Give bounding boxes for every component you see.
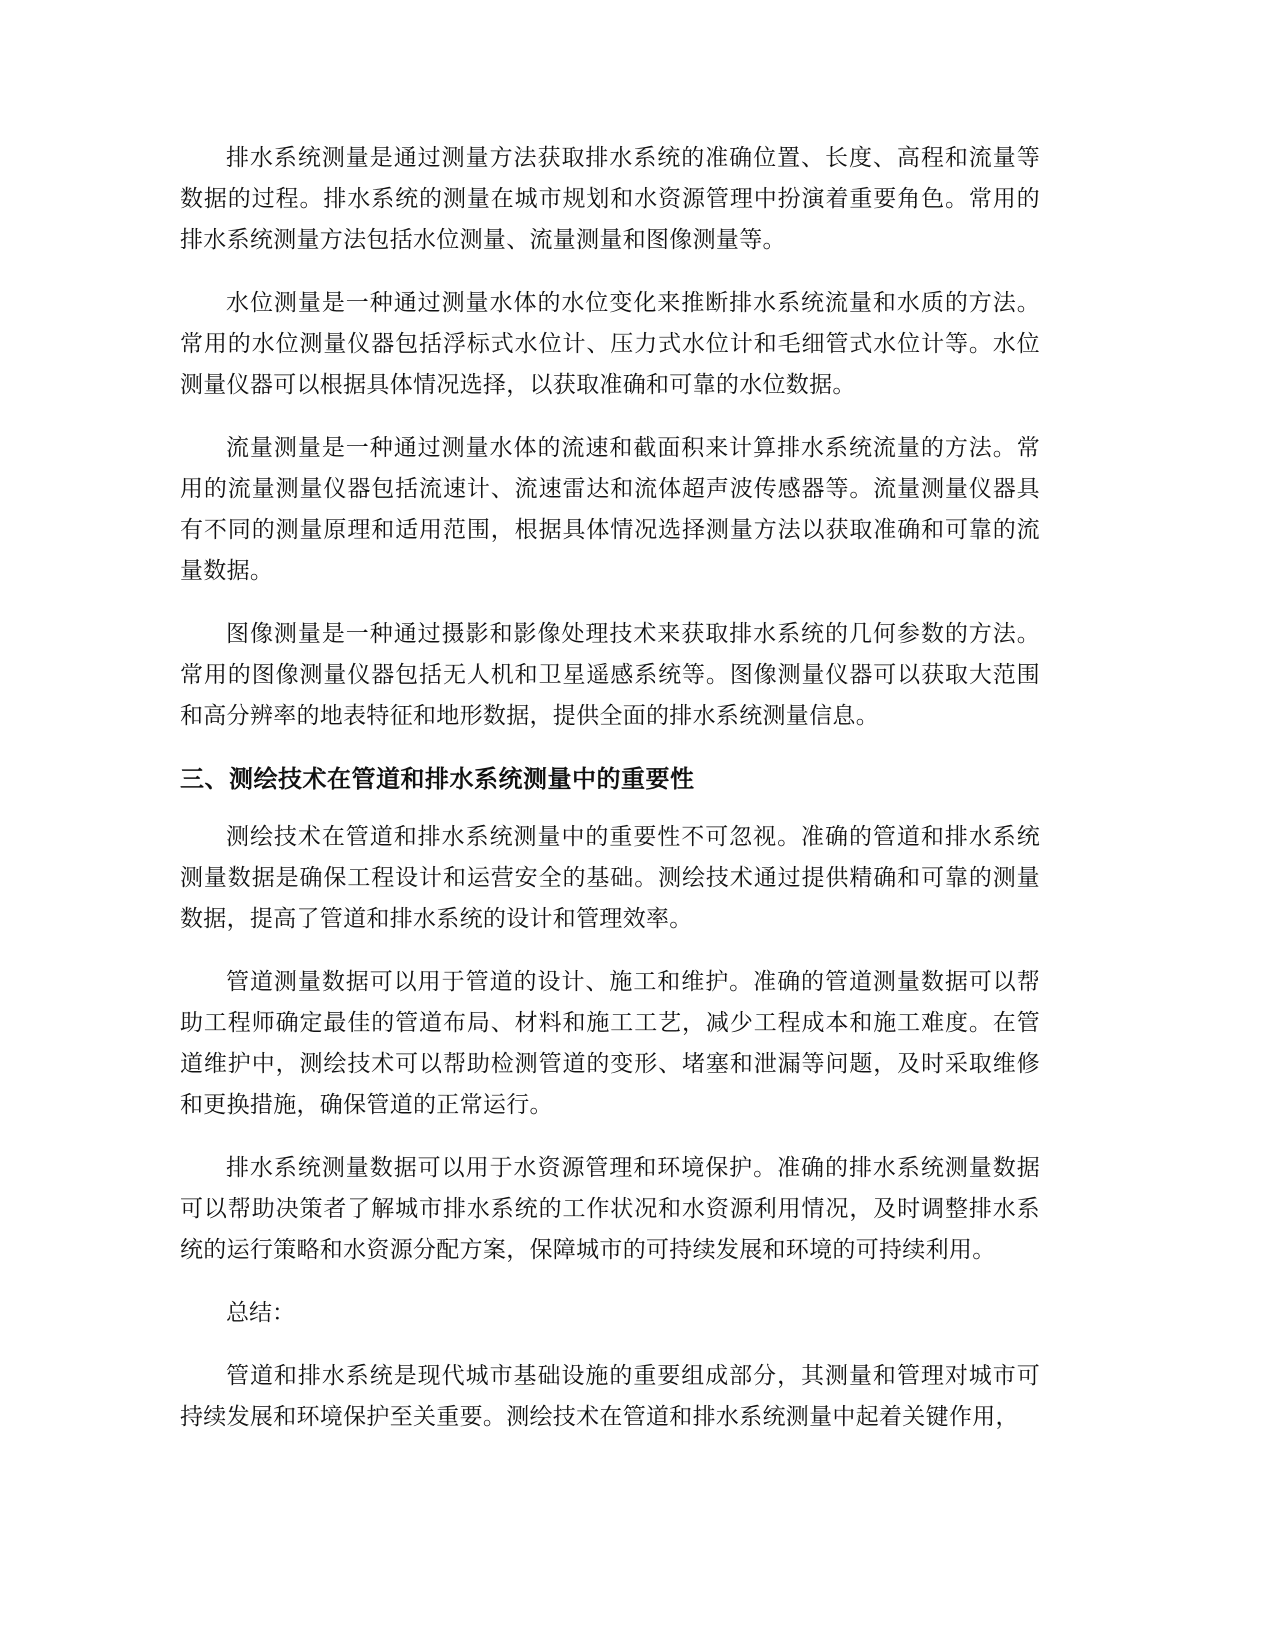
summary-label: 总结：: [226, 1300, 295, 1326]
summary-paragraph: 管道和排水系统是现代城市基础设施的重要组成部分，其测量和管理对城市可持续发展和环境保护至关重要。测绘技术在管道和排水系统测量中起着关键作用，: [180, 1363, 1040, 1430]
paragraph-flow-measurement: 流量测量是一种通过测量水体的流速和截面积来计算排水系统流量的方法。常用的流量测量仪器包括流速计、流速雷达和流体超声波传感器等。流量测量仪器具有不同的测量原理和适用范围，根据具体情况选择测量方法以获取准确和可靠的流量数据。: [180, 435, 1040, 584]
section-heading: 三、测绘技术在管道和排水系统测量中的重要性: [180, 765, 695, 793]
paragraph-pipeline-data-use: 管道测量数据可以用于管道的设计、施工和维护。准确的管道测量数据可以帮助工程师确定最佳的管道布局、材料和施工工艺，减少工程成本和施工难度。在管道维护中，测绘技术可以帮助检测管道的变形、堵塞和泄漏等问题，及时采取维修和更换措施，确保管道的正常运行。: [180, 969, 1040, 1118]
paragraph-importance: 测绘技术在管道和排水系统测量中的重要性不可忽视。准确的管道和排水系统测量数据是确保工程设计和运营安全的基础。测绘技术通过提供精确和可靠的测量数据，提高了管道和排水系统的设计和管理效率。: [180, 824, 1040, 932]
paragraph-drainage-survey-intro: 排水系统测量是通过测量方法获取排水系统的准确位置、长度、高程和流量等数据的过程。排水系统的测量在城市规划和水资源管理中扮演着重要角色。常用的排水系统测量方法包括水位测量、流量测量和图像测量等。: [180, 145, 1040, 253]
paragraph-water-level-measurement: 水位测量是一种通过测量水体的水位变化来推断排水系统流量和水质的方法。常用的水位测量仪器包括浮标式水位计、压力式水位计和毛细管式水位计等。水位测量仪器可以根据具体情况选择，以获取准确和可靠的水位数据。: [180, 290, 1040, 398]
document-page: [180, 138, 1040, 1460]
paragraph-image-measurement: 图像测量是一种通过摄影和影像处理技术来获取排水系统的几何参数的方法。常用的图像测量仪器包括无人机和卫星遥感系统等。图像测量仪器可以获取大范围和高分辨率的地表特征和地形数据，提供全面的排水系统测量信息。: [180, 621, 1040, 729]
paragraph-drainage-data-use: 排水系统测量数据可以用于水资源管理和环境保护。准确的排水系统测量数据可以帮助决策者了解城市排水系统的工作状况和水资源利用情况，及时调整排水系统的运行策略和水资源分配方案，保障城市的可持续发展和环境的可持续利用。: [180, 1155, 1040, 1263]
